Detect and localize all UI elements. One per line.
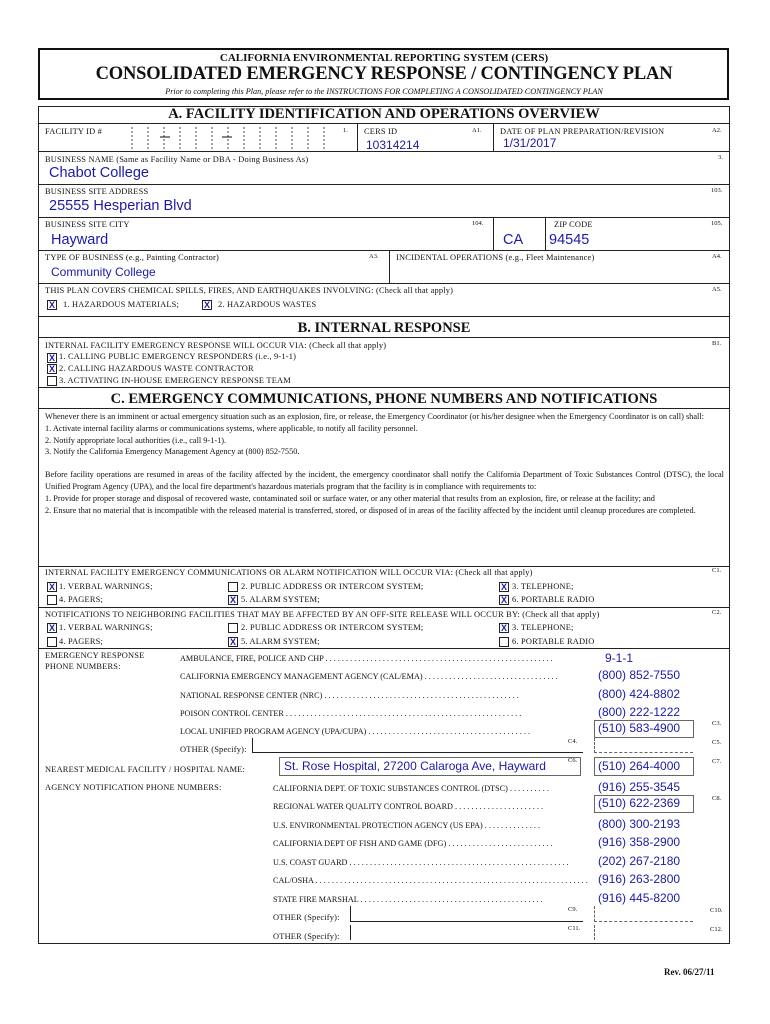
c1-verbal-label: 1. VERBAL WARNINGS; — [59, 582, 153, 591]
agency-row-dfg: CALIFORNIA DEPT OF FISH AND GAME (DFG) . . . . . . . . . . . . . . . . . . . . . . . . . . — [273, 839, 553, 848]
code-c6: C6. — [568, 757, 578, 764]
code-b1: B1. — [712, 340, 722, 347]
emergency-phone-1[interactable]: 9-1-1 — [605, 651, 634, 665]
site-address-label: BUSINESS SITE ADDRESS — [45, 187, 149, 196]
code-c1: C1. — [712, 567, 722, 574]
zip-label: ZIP CODE — [554, 220, 593, 229]
code-1: 1. — [343, 127, 348, 134]
c2-pagers-label: 4. PAGERS; — [59, 637, 104, 646]
code-c10: C10. — [710, 907, 723, 914]
agency-phone-epa[interactable]: (800) 300-2193 — [598, 817, 681, 831]
call-contractor-label: 2. CALLING HAZARDOUS WASTE CONTRACTOR — [59, 364, 254, 373]
site-city-value[interactable]: Hayward — [51, 232, 109, 248]
c1-verbal-checkbox[interactable]: X — [48, 582, 55, 592]
code-a1: A1. — [472, 127, 482, 134]
internal-response-prompt: INTERNAL FACILITY EMERGENCY RESPONSE WILL OCCUR VIA: (Check all that apply) — [45, 341, 387, 350]
intro-step-1: 1. Activate internal facility alarms or communications systems, where applicable, to notify all facility personnel. — [45, 423, 418, 433]
intro-step-2: 2. Notify appropriate local authorities (i.e., call 9-1-1). — [45, 435, 227, 445]
instructions-block — [45, 411, 724, 516]
c1-pa-label: 2. PUBLIC ADDRESS OR INTERCOM SYSTEM; — [241, 582, 424, 591]
agency-row-coast-guard: U.S. COAST GUARD . . . . . . . . . . . . . . . . . . . . . . . . . . . . . . . . . . . . . . . . . . . . . . . . . . . . . . — [273, 858, 569, 867]
site-city-label: BUSINESS SITE CITY — [45, 220, 130, 229]
agency-notification-label: AGENCY NOTIFICATION PHONE NUMBERS: — [45, 783, 222, 792]
c2-verbal-label: 1. VERBAL WARNINGS; — [59, 623, 153, 632]
emergency-agency-2: CALIFORNIA EMERGENCY MANAGEMENT AGENCY (CAL/EMA) . . . . . . . . . . . . . . . . . . . . . . . . . . . . . . . . . — [180, 672, 558, 681]
emergency-phone-5[interactable]: (510) 583-4900 — [598, 721, 681, 735]
hazwaste-label: 2. HAZARDOUS WASTES — [218, 300, 317, 309]
agency-row-epa: U.S. ENVIRONMENTAL PROTECTION AGENCY (US EPA) . . . . . . . . . . . . . . — [273, 821, 541, 830]
form-title: CONSOLIDATED EMERGENCY RESPONSE / CONTINGENCY PLAN — [95, 64, 673, 84]
other-phone-field-2[interactable] — [594, 906, 693, 922]
agency-row-calosha: CAL/OSHA . . . . . . . . . . . . . . . . . . . . . . . . . . . . . . . . . . . . . . . . . . . . . . . . . . . . . . . . . . . . . . . . . . . — [273, 876, 588, 885]
code-c2: C2. — [712, 609, 722, 616]
site-address-value[interactable]: 25555 Hesperian Blvd — [49, 198, 192, 214]
agency-row-rwqcb: REGIONAL WATER QUALITY CONTROL BOARD . . . . . . . . . . . . . . . . . . . . . . — [273, 802, 544, 811]
plan-date-value[interactable]: 1/31/2017 — [503, 136, 557, 150]
emergency-phone-2[interactable]: (800) 852-7550 — [598, 668, 681, 682]
agency-phone-dtsc[interactable]: (916) 255-3545 — [598, 780, 681, 794]
section-b-title: B. INTERNAL RESPONSE — [297, 320, 471, 336]
incidental-ops-label: INCIDENTAL OPERATIONS (e.g., Fleet Maintenance) — [396, 253, 595, 262]
other-specify-field-3[interactable] — [350, 925, 583, 940]
facility-id-label: FACILITY ID # — [45, 127, 103, 136]
cers-id-label: CERS ID — [364, 127, 398, 136]
c2-radio-label: 6. PORTABLE RADIO — [512, 637, 595, 646]
other-phone-field-1[interactable] — [594, 738, 693, 753]
code-c11: C11. — [568, 925, 581, 932]
agency-row-fire-marshal: STATE FIRE MARSHAL . . . . . . . . . . . . . . . . . . . . . . . . . . . . . . . . . . . . . . . . . . . . . — [273, 895, 543, 904]
c1-telephone-checkbox[interactable]: X — [500, 582, 507, 592]
other-specify-label-1: OTHER (Specify): — [180, 745, 247, 754]
facility-id-ticks — [118, 125, 338, 153]
cers-id-value[interactable]: 10314214 — [366, 138, 420, 152]
code-c9: C9. — [568, 906, 578, 913]
other-specify-label-2: OTHER (Specify): — [273, 913, 340, 922]
c1-alarm-label: 5. ALARM SYSTEM; — [241, 595, 320, 604]
business-name-label: BUSINESS NAME (Same as Facility Name or DBA - Doing Business As) — [45, 155, 309, 164]
code-a3: A3. — [369, 253, 379, 260]
other-specify-label-3: OTHER (Specify): — [273, 932, 340, 941]
plan-date-label: DATE OF PLAN PREPARATION/REVISION — [500, 127, 665, 136]
c1-telephone-label: 3. TELEPHONE; — [512, 582, 574, 591]
code-3: 3. — [718, 154, 723, 161]
c1-pagers-checkbox[interactable] — [47, 595, 57, 605]
agency-phone-rwqcb[interactable]: (510) 622-2369 — [598, 796, 681, 810]
business-type-value[interactable]: Community College — [51, 265, 156, 279]
call-responders-label: 1. CALLING PUBLIC EMERGENCY RESPONDERS (i.e., 9-1-1) — [59, 352, 297, 361]
agency-phone-calosha[interactable]: (916) 263-2800 — [598, 872, 681, 886]
code-a4: A4. — [712, 253, 722, 260]
code-c7: C7. — [712, 758, 722, 765]
hazmat-label: 1. HAZARDOUS MATERIALS; — [63, 300, 180, 309]
agency-row-dtsc: CALIFORNIA DEPT. OF TOXIC SUBSTANCES CONTROL (DTSC) . . . . . . . . . . — [273, 784, 549, 793]
c1-pagers-label: 4. PAGERS; — [59, 595, 104, 604]
other-phone-field-3[interactable] — [594, 925, 693, 940]
c2-prompt: NOTIFICATIONS TO NEIGHBORING FACILITIES THAT MAY BE AFFECTED BY AN OFF-SITE RELEASE WILL OCCUR BY: (Check all that apply) — [45, 610, 600, 619]
code-a2: A2. — [712, 127, 722, 134]
c1-radio-checkbox[interactable]: X — [500, 595, 507, 605]
intro-step-3: 3. Notify the California Emergency Management Agency at (800) 852-7550. — [45, 447, 300, 457]
intro-paragraph-1: Whenever there is an imminent or actual emergency situation such as an explosion, fire, or release, the Emergency Coordinator (or his/her designee when the Emergency Coordinator is on call) shall: — [45, 412, 704, 421]
code-c8: C8. — [712, 795, 722, 802]
intro-req-2: 2. Ensure that no material that is incompatible with the released material is transferred, stored, or disposed of in areas of the facility affected by the incident until cleanup procedures are completed. — [45, 505, 696, 515]
emergency-phone-label-2: PHONE NUMBERS: — [45, 662, 121, 671]
code-103: 103. — [711, 187, 723, 194]
inhouse-team-checkbox[interactable] — [47, 376, 57, 386]
other-specify-field-1[interactable] — [252, 738, 583, 753]
zip-value[interactable]: 94545 — [549, 232, 590, 248]
other-specify-field-2[interactable] — [350, 906, 583, 922]
call-contractor-checkbox[interactable]: X — [48, 364, 55, 374]
code-a5: A5. — [712, 286, 722, 293]
c2-verbal-checkbox[interactable]: X — [48, 623, 55, 633]
header-system: CALIFORNIA ENVIRONMENTAL REPORTING SYSTEM (CERS) — [219, 52, 549, 64]
header-subtitle: Prior to completing this Plan, please refer to the INSTRUCTIONS FOR COMPLETING A CONSOLIDATED CONTINGENCY PLAN — [165, 87, 603, 96]
c2-alarm-label: 5. ALARM SYSTEM; — [241, 637, 320, 646]
c2-pa-checkbox[interactable] — [228, 623, 238, 633]
state-value[interactable]: CA — [503, 232, 524, 248]
code-104: 104. — [472, 220, 484, 227]
facility-id-field[interactable] — [118, 125, 338, 153]
emergency-phone-label-1: EMERGENCY RESPONSE — [45, 651, 145, 660]
hazwaste-checkbox[interactable]: X — [203, 300, 210, 310]
code-105: 105. — [711, 220, 723, 227]
emergency-phone-3[interactable]: (800) 424-8802 — [598, 687, 681, 701]
c1-prompt: INTERNAL FACILITY EMERGENCY COMMUNICATIONS OR ALARM NOTIFICATION WILL OCCUR VIA: (Check all that apply) — [45, 568, 533, 577]
section-a-title: A. FACILITY IDENTIFICATION AND OPERATIONS OVERVIEW — [168, 106, 600, 122]
business-name-value[interactable]: Chabot College — [49, 165, 149, 181]
agency-phone-dfg[interactable]: (916) 358-2900 — [598, 835, 681, 849]
hazmat-checkbox[interactable]: X — [48, 300, 55, 310]
intro-paragraph-2: Before facility operations are resumed in areas of the facility affected by the incident, the emergency coordinator shall notify the California Department of Toxic Substances Control (DTSC), the local Unified Program Agency (UPA), and the local fire department's hazardous materials program that the facility is in compliance with requirements to: — [45, 470, 724, 491]
c2-telephone-checkbox[interactable]: X — [500, 623, 507, 633]
c1-alarm-checkbox[interactable]: X — [229, 595, 236, 605]
revision-date: Rev. 06/27/11 — [664, 967, 715, 977]
medical-facility-label: NEAREST MEDICAL FACILITY / HOSPITAL NAME: — [45, 765, 246, 774]
code-c12: C12. — [710, 926, 723, 933]
agency-phone-coast-guard[interactable]: (202) 267-2180 — [598, 854, 681, 868]
c2-pagers-checkbox[interactable] — [47, 637, 57, 647]
emergency-phone-4[interactable]: (800) 222-1222 — [598, 705, 681, 719]
section-c-title: C. EMERGENCY COMMUNICATIONS, PHONE NUMBERS AND NOTIFICATIONS — [110, 391, 658, 407]
plan-covers-label: THIS PLAN COVERS CHEMICAL SPILLS, FIRES, AND EARTHQUAKES INVOLVING: (Check all that apply) — [45, 286, 454, 295]
emergency-agency-4: POISON CONTROL CENTER . . . . . . . . . . . . . . . . . . . . . . . . . . . . . . . . . . . . . . . . . . . . . . . . . . . . . . . . . . — [180, 709, 522, 718]
agency-phone-fire-marshal[interactable]: (916) 445-8200 — [598, 891, 681, 905]
c1-radio-label: 6. PORTABLE RADIO — [512, 595, 595, 604]
c2-pa-label: 2. PUBLIC ADDRESS OR INTERCOM SYSTEM; — [241, 623, 424, 632]
code-c4: C4. — [568, 738, 578, 745]
inhouse-team-label: 3. ACTIVATING IN-HOUSE EMERGENCY RESPONSE TEAM — [59, 376, 291, 385]
emergency-agency-3: NATIONAL RESPONSE CENTER (NRC) . . . . . . . . . . . . . . . . . . . . . . . . . . . . . . . . . . . . . . . . . . . . . . . . — [180, 691, 519, 700]
emergency-agency-1: AMBULANCE, FIRE, POLICE AND CHP . . . . . . . . . . . . . . . . . . . . . . . . . . . . . . . . . . . . . . . . . . . . . . . . . . . . . . . . — [180, 654, 553, 663]
c2-radio-checkbox[interactable] — [499, 637, 509, 647]
emergency-agency-5: LOCAL UNIFIED PROGRAM AGENCY (UPA/CUPA) . . . . . . . . . . . . . . . . . . . . . . . . . . . . . . . . . . . . . . . . — [180, 727, 530, 736]
c2-telephone-label: 3. TELEPHONE; — [512, 623, 574, 632]
call-responders-checkbox[interactable]: X — [48, 353, 55, 363]
business-type-label: TYPE OF BUSINESS (e.g., Painting Contractor) — [45, 253, 219, 262]
medical-phone-value[interactable]: (510) 264-4000 — [598, 759, 681, 773]
intro-req-1: 1. Provide for proper storage and disposal of recovered waste, contaminated soil or surface water, or any other material that results from an explosion, fire, or release at the facility; and — [45, 493, 655, 503]
code-c3: C3. — [712, 720, 722, 727]
code-c5: C5. — [712, 739, 722, 746]
c2-alarm-checkbox[interactable]: X — [229, 637, 236, 647]
medical-facility-value[interactable]: St. Rose Hospital, 27200 Calaroga Ave, Hayward — [284, 759, 546, 773]
c1-pa-checkbox[interactable] — [228, 582, 238, 592]
